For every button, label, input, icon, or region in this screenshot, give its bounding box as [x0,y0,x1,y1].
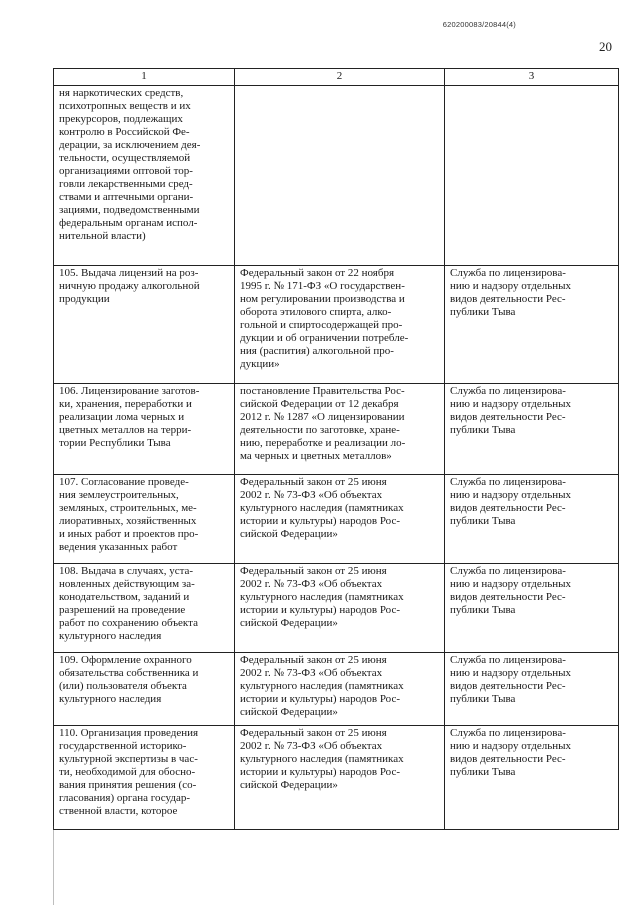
service-description-cell [54,384,235,475]
column-header-2: 2 [235,69,445,86]
legal-basis-cell [235,86,445,266]
service-description: 106. Лицензирование заготов- ки, хранения, переработки и реализации лома черных и цветных металлов на терри- тории Республики Тыва [59,385,200,449]
service-description-cell [54,266,235,384]
table-row [54,653,619,726]
service-description: ня наркотических средств, психотропных веществ и их прекурсоров, подлежащих контролю в Российской Фе- дерации, за исключением дея- тельности, осуществляемой организациями оптовой тор- говли лекарственными сред- ствами и аптечными органи- зациями, подведомственными федеральным органам испол- нительной власти) [59,87,201,242]
service-description-cell [54,726,235,830]
table-row [54,266,619,384]
page-number: 20 [599,39,612,54]
responsible-body: Служба по лицензирова- нию и надзору отдельных видов деятельности Рес- публики Тыва [450,267,572,318]
service-description: 110. Организация проведения государственной историко- культурной экспертизы в час- ти, необходимой для обосно- вания принятия решения (со- гласования) органа государ- ственной власти, которое [59,727,199,817]
responsible-body-cell [445,564,619,653]
legal-basis-cell [235,653,445,726]
service-description-cell [54,86,235,266]
service-description: 105. Выдача лицензий на роз- ничную продажу алкогольной продукции [59,267,200,305]
table-header-row [54,69,619,86]
legal-basis-cell [235,384,445,475]
legal-basis-cell [235,726,445,830]
column-header-1: 1 [54,69,235,86]
legal-basis: Федеральный закон от 25 июня 2002 г. № 73-ФЗ «Об объектах культурного наследия (памятниках истории и культуры) народов Рос- сийской Федерации» [240,565,404,629]
table-row [54,564,619,653]
responsible-body: Служба по лицензирова- нию и надзору отдельных видов деятельности Рес- публики Тыва [450,727,572,778]
legal-basis: Федеральный закон от 25 июня 2002 г. № 73-ФЗ «Об объектах культурного наследия (памятниках истории и культуры) народов Рос- сийской Федерации» [240,476,404,540]
column-header-3: 3 [445,69,619,86]
responsible-body-cell [445,475,619,564]
service-description: 107. Согласование проведе- ния землеустроительных, земляных, строительных, ме- лиоративных, хозяйственных и иных работ и проектов про- ведения указанных работ [59,476,199,553]
legal-basis-cell [235,266,445,384]
responsible-body-cell [445,384,619,475]
table-row [54,475,619,564]
legal-basis: постановление Правительства Рос- сийской Федерации от 12 декабря 2012 г. № 1287 «О лицензировании деятельности по заготовке, хране- нию, переработке и реализации ло- ма черных и цветных металлов» [240,385,406,462]
table-row [54,384,619,475]
services-table [53,68,619,830]
responsible-body: Служба по лицензирова- нию и надзору отдельных видов деятельности Рес- публики Тыва [450,476,572,527]
document-code: 620200083/20844(4) [442,20,516,29]
responsible-body: Служба по лицензирова- нию и надзору отдельных видов деятельности Рес- публики Тыва [450,565,572,616]
legal-basis-cell [235,475,445,564]
service-description: 108. Выдача в случаях, уста- новленных действующим за- конодательством, заданий и разрешений на проведение работ по сохранению объекта культурного наследия [59,565,198,642]
responsible-body: Служба по лицензирова- нию и надзору отдельных видов деятельности Рес- публики Тыва [450,654,572,705]
table-row [54,86,619,266]
responsible-body-cell [445,726,619,830]
legal-basis: Федеральный закон от 25 июня 2002 г. № 73-ФЗ «Об объектах культурного наследия (памятниках истории и культуры) народов Рос- сийской Федерации» [240,654,404,718]
responsible-body-cell [445,653,619,726]
responsible-body: Служба по лицензирова- нию и надзору отдельных видов деятельности Рес- публики Тыва [450,385,572,436]
service-description-cell [54,564,235,653]
page-margin-line [53,826,54,905]
legal-basis: Федеральный закон от 25 июня 2002 г. № 73-ФЗ «Об объектах культурного наследия (памятниках истории и культуры) народов Рос- сийской Федерации» [240,727,404,791]
table-row [54,726,619,830]
legal-basis: Федеральный закон от 22 ноября 1995 г. № 171-ФЗ «О государствен- ном регулировании производства и оборота этилового спирта, алко- гольной и спиртосодержащей про- дукции и об ограничении потребле- ния (распития) алкогольной про- дукции» [240,267,409,370]
service-description: 109. Оформление охранного обязательства собственника и (или) пользователя объекта культурного наследия [59,654,199,705]
legal-basis-cell [235,564,445,653]
responsible-body-cell [445,86,619,266]
responsible-body-cell [445,266,619,384]
service-description-cell [54,475,235,564]
service-description-cell [54,653,235,726]
